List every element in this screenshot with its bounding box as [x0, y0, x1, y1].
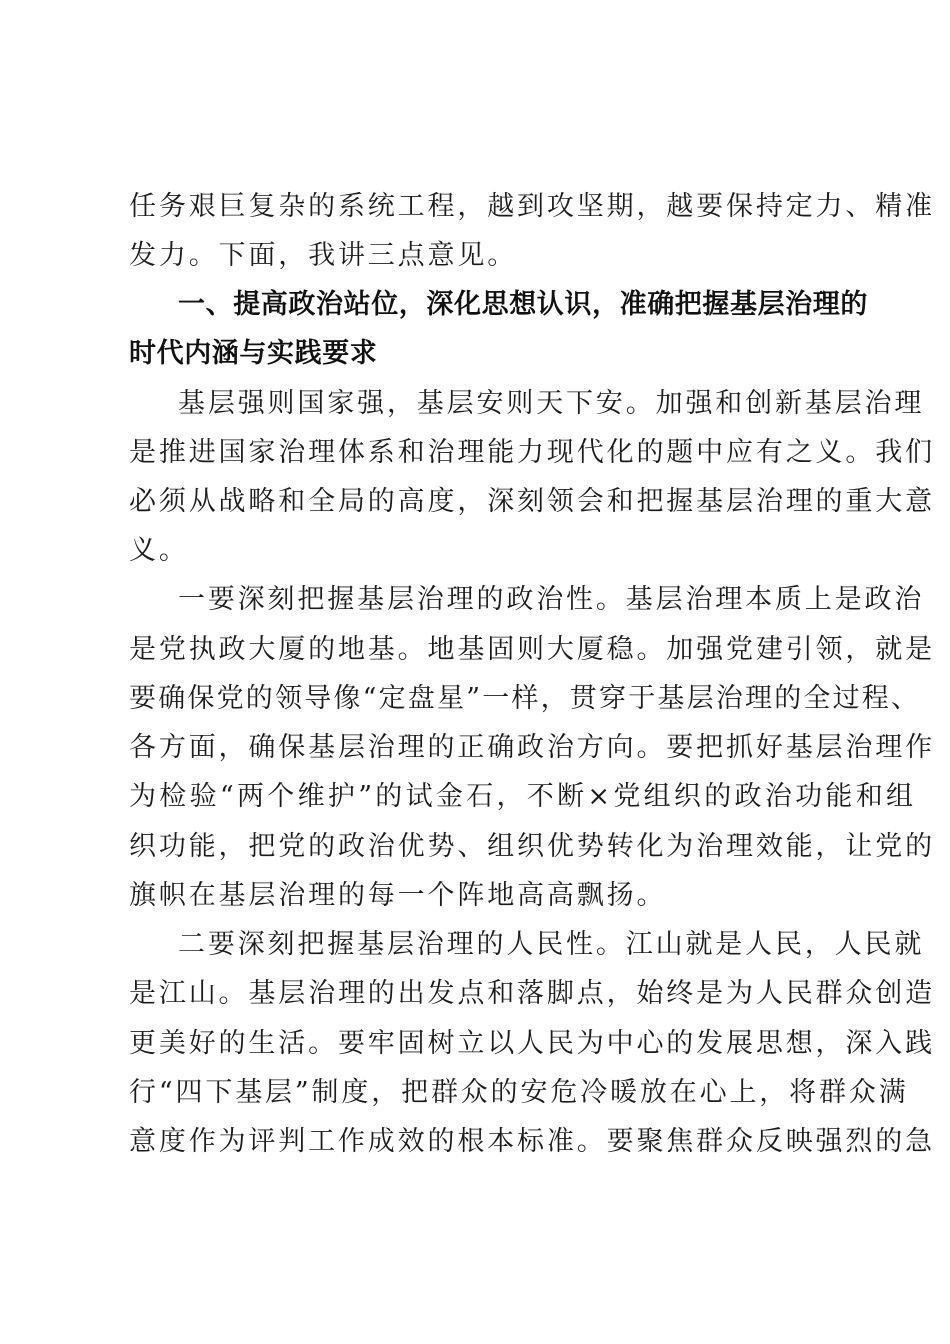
body-text-line: 义。 — [129, 535, 189, 566]
body-text-line: 织功能，把党的政治优势、组织优势转化为治理效能，让党的 — [129, 831, 935, 862]
body-text-line: 意度作为评判工作成效的根本标准。要聚焦群众反映强烈的急 — [129, 1126, 935, 1157]
section-heading: 一、提高政治站位，深化思想认识，准确把握基层治理的 — [178, 289, 868, 320]
body-text-line: 旗帜在基层治理的每一个阵地高高飘扬。 — [129, 880, 667, 911]
body-text-line: 任务艰巨复杂的系统工程，越到攻坚期，越要保持定力、精准 — [129, 191, 935, 222]
body-text-line: 是江山。基层治理的出发点和落脚点，始终是为人民群众创造 — [129, 978, 935, 1009]
section-heading: 时代内涵与实践要求 — [129, 338, 378, 369]
body-text-line: 行“四下基层”制度，把群众的安危冷暖放在心上，将群众满 — [129, 1077, 909, 1108]
body-text-line: 是党执政大厦的地基。地基固则大厦稳。加强党建引领，就是 — [129, 634, 935, 665]
body-text-line: 一要深刻把握基层治理的政治性。基层治理本质上是政治 — [178, 584, 925, 615]
body-text-line: 二要深刻把握基层治理的人民性。江山就是人民，人民就 — [178, 929, 925, 960]
body-text-line: 基层强则国家强，基层安则天下安。加强和创新基层治理 — [178, 388, 925, 419]
body-text-line: 是推进国家治理体系和治理能力现代化的题中应有之义。我们 — [129, 437, 935, 468]
body-text-line: 为检验“两个维护”的试金石，不断×党组织的政治功能和组 — [129, 781, 917, 812]
body-text-line: 要确保党的领导像“定盘星”一样，贯穿于基层治理的全过程、 — [129, 683, 921, 714]
body-text-line: 更美好的生活。要牢固树立以人民为中心的发展思想，深入践 — [129, 1028, 935, 1059]
body-text-line: 发力。下面，我讲三点意见。 — [129, 240, 518, 271]
body-text-line: 必须从战略和全局的高度，深刻领会和把握基层治理的重大意 — [129, 486, 935, 517]
body-text-line: 各方面，确保基层治理的正确政治方向。要把抓好基层治理作 — [129, 732, 935, 763]
